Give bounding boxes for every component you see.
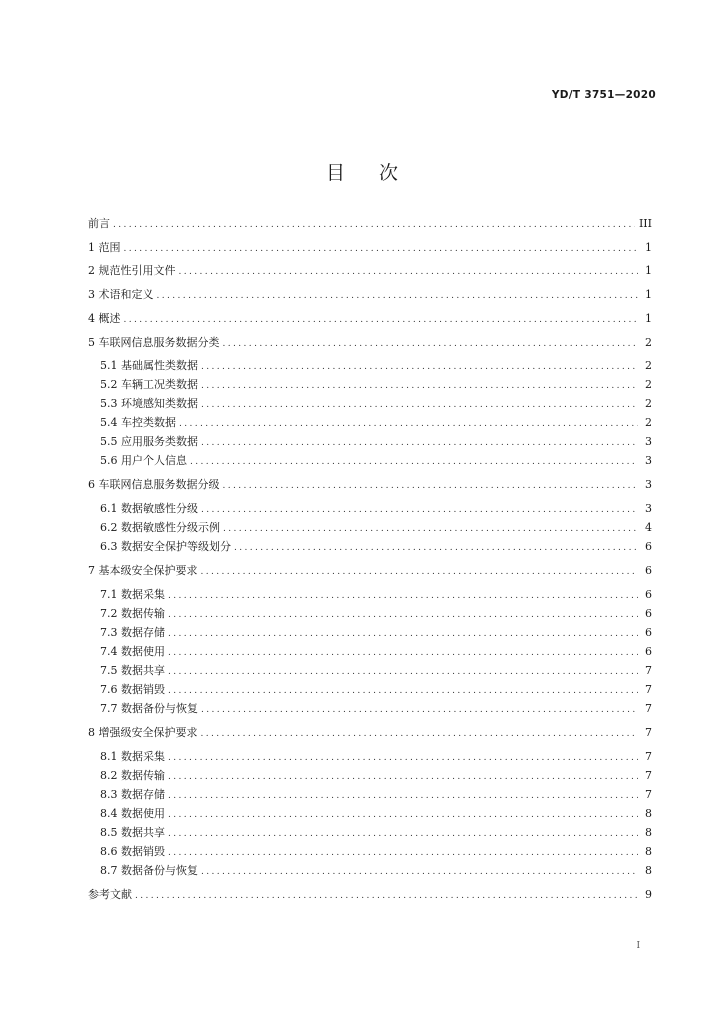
toc-entry-label: 2 规范性引用文件 bbox=[88, 264, 176, 277]
dot-leader bbox=[201, 436, 638, 450]
toc-entry[interactable] bbox=[100, 434, 652, 450]
dot-leader bbox=[201, 565, 639, 579]
toc-entry-page: 7 bbox=[645, 788, 652, 801]
toc-entry[interactable] bbox=[100, 863, 652, 879]
toc-entry-page: 3 bbox=[645, 478, 652, 491]
dot-leader bbox=[201, 398, 638, 412]
toc-entry[interactable] bbox=[100, 501, 652, 517]
toc-entry-label: 8.1 数据采集 bbox=[100, 750, 165, 763]
toc-entry-label: 8.4 数据使用 bbox=[100, 807, 165, 820]
dot-leader bbox=[168, 789, 638, 803]
toc-entry-label: 5.4 车控类数据 bbox=[100, 416, 176, 429]
toc-entry[interactable] bbox=[100, 625, 652, 641]
toc-entry-label: 7 基本级安全保护要求 bbox=[88, 564, 198, 577]
toc-entry[interactable] bbox=[88, 216, 652, 232]
dot-leader bbox=[168, 770, 638, 784]
toc-entry[interactable] bbox=[100, 806, 652, 822]
dot-leader bbox=[201, 727, 639, 741]
dot-leader bbox=[201, 379, 638, 393]
toc-entry-page: 9 bbox=[645, 888, 652, 901]
toc-entry[interactable] bbox=[100, 396, 652, 412]
toc-entry[interactable] bbox=[100, 663, 652, 679]
toc-entry[interactable] bbox=[88, 725, 652, 741]
toc-entry[interactable] bbox=[88, 311, 652, 327]
toc-entry-label: 6 车联网信息服务数据分级 bbox=[88, 478, 220, 491]
toc-entry-page: 8 bbox=[645, 845, 652, 858]
toc-entry-label: 参考文献 bbox=[88, 888, 132, 901]
toc-entry-page: III bbox=[638, 217, 652, 230]
dot-leader bbox=[168, 751, 638, 765]
toc-entry[interactable] bbox=[88, 477, 652, 493]
page-folio: I bbox=[636, 941, 640, 951]
toc-entry[interactable] bbox=[100, 844, 652, 860]
toc-entry-label: 3 术语和定义 bbox=[88, 288, 154, 301]
dot-leader bbox=[223, 522, 638, 536]
dot-leader bbox=[168, 608, 638, 622]
toc-entry-page: 3 bbox=[645, 454, 652, 467]
toc-entry[interactable] bbox=[100, 701, 652, 717]
toc-entry-label: 8.5 数据共享 bbox=[100, 826, 165, 839]
dot-leader bbox=[168, 627, 638, 641]
toc-entry-page: 6 bbox=[645, 588, 652, 601]
toc-entry[interactable] bbox=[100, 787, 652, 803]
toc-entry-page: 6 bbox=[645, 540, 652, 553]
toc-entry-page: 6 bbox=[645, 564, 652, 577]
toc-entry-page: 8 bbox=[645, 864, 652, 877]
dot-leader bbox=[234, 541, 638, 555]
toc-entry-page: 7 bbox=[645, 664, 652, 677]
toc-entry-page: 2 bbox=[645, 359, 652, 372]
dot-leader bbox=[201, 865, 638, 879]
toc-entry-label: 5.2 车辆工况类数据 bbox=[100, 378, 198, 391]
toc-entry-page: 4 bbox=[645, 521, 652, 534]
toc-entry-page: 7 bbox=[645, 750, 652, 763]
toc-entry-label: 6.2 数据敏感性分级示例 bbox=[100, 521, 220, 534]
dot-leader bbox=[168, 589, 638, 603]
toc-entry-label: 8.3 数据存储 bbox=[100, 788, 165, 801]
toc-entry-label: 前言 bbox=[88, 217, 110, 230]
toc-entry[interactable] bbox=[100, 825, 652, 841]
toc-entry-page: 6 bbox=[645, 626, 652, 639]
toc-entry[interactable] bbox=[88, 263, 652, 279]
toc-entry-page: 2 bbox=[645, 378, 652, 391]
dot-leader bbox=[179, 417, 638, 431]
dot-leader bbox=[168, 846, 638, 860]
dot-leader bbox=[168, 808, 638, 822]
dot-leader bbox=[157, 289, 639, 303]
toc-entry[interactable] bbox=[100, 520, 652, 536]
toc-entry-label: 7.3 数据存储 bbox=[100, 626, 165, 639]
toc-entry-page: 7 bbox=[645, 683, 652, 696]
toc-entry[interactable] bbox=[100, 644, 652, 660]
toc-entry-page: 8 bbox=[645, 826, 652, 839]
toc-entry-page: 7 bbox=[645, 769, 652, 782]
toc-entry-page: 8 bbox=[645, 807, 652, 820]
toc-entry-page: 7 bbox=[645, 726, 652, 739]
dot-leader bbox=[201, 703, 638, 717]
toc-entry-label: 8.2 数据传输 bbox=[100, 769, 165, 782]
toc-entry-page: 3 bbox=[645, 435, 652, 448]
toc-entry-page: 1 bbox=[645, 264, 652, 277]
toc-entry[interactable] bbox=[100, 539, 652, 555]
toc-entry-label: 4 概述 bbox=[88, 312, 121, 325]
document-code: YD/T 3751—2020 bbox=[551, 89, 656, 101]
toc-entry[interactable] bbox=[88, 240, 652, 256]
toc-entry-label: 7.4 数据使用 bbox=[100, 645, 165, 658]
toc-entry-page: 3 bbox=[645, 502, 652, 515]
toc-entry[interactable] bbox=[100, 377, 652, 393]
toc-entry-label: 5.6 用户个人信息 bbox=[100, 454, 187, 467]
toc-entry-label: 7.5 数据共享 bbox=[100, 664, 165, 677]
dot-leader bbox=[168, 665, 638, 679]
toc-entry[interactable] bbox=[100, 749, 652, 765]
dot-leader bbox=[223, 337, 639, 351]
toc-entry-label: 6.3 数据安全保护等级划分 bbox=[100, 540, 231, 553]
toc-entry-page: 2 bbox=[645, 397, 652, 410]
toc-entry[interactable] bbox=[88, 287, 652, 303]
toc-entry-label: 8.7 数据备份与恢复 bbox=[100, 864, 198, 877]
dot-leader bbox=[201, 360, 638, 374]
toc-entry-page: 1 bbox=[645, 288, 652, 301]
toc-entry-page: 1 bbox=[645, 241, 652, 254]
toc-entry[interactable] bbox=[88, 887, 652, 903]
toc-entry-label: 6.1 数据敏感性分级 bbox=[100, 502, 198, 515]
dot-leader bbox=[201, 503, 638, 517]
toc-entry[interactable] bbox=[100, 587, 652, 603]
dot-leader bbox=[223, 479, 639, 493]
dot-leader bbox=[113, 218, 635, 232]
dot-leader bbox=[168, 646, 638, 660]
toc-entry-label: 8 增强级安全保护要求 bbox=[88, 726, 198, 739]
toc-entry-label: 5.3 环境感知类数据 bbox=[100, 397, 198, 410]
toc-entry-label: 8.6 数据销毁 bbox=[100, 845, 165, 858]
toc-entry-page: 2 bbox=[645, 336, 652, 349]
toc-entry-page: 6 bbox=[645, 607, 652, 620]
toc-entry-label: 5.1 基础属性类数据 bbox=[100, 359, 198, 372]
toc-entry[interactable] bbox=[100, 453, 652, 469]
page-title: 目 次 bbox=[325, 162, 413, 184]
dot-leader bbox=[124, 242, 639, 256]
dot-leader bbox=[168, 827, 638, 841]
toc-entry[interactable] bbox=[88, 335, 652, 351]
toc-entry-label: 5.5 应用服务类数据 bbox=[100, 435, 198, 448]
toc-entry-label: 7.7 数据备份与恢复 bbox=[100, 702, 198, 715]
toc-entry[interactable] bbox=[100, 682, 652, 698]
dot-leader bbox=[168, 684, 638, 698]
toc-entry-page: 2 bbox=[645, 416, 652, 429]
toc-entry-page: 6 bbox=[645, 645, 652, 658]
toc-entry[interactable] bbox=[100, 606, 652, 622]
toc-entry-label: 7.1 数据采集 bbox=[100, 588, 165, 601]
dot-leader bbox=[124, 313, 639, 327]
toc-entry[interactable] bbox=[100, 358, 652, 374]
toc-entry-page: 1 bbox=[645, 312, 652, 325]
toc-entry-label: 7.2 数据传输 bbox=[100, 607, 165, 620]
toc-entry-page: 7 bbox=[645, 702, 652, 715]
dot-leader bbox=[190, 455, 638, 469]
dot-leader bbox=[179, 265, 639, 279]
toc-entry-label: 7.6 数据销毁 bbox=[100, 683, 165, 696]
toc-entry[interactable] bbox=[88, 563, 652, 579]
toc-entry[interactable] bbox=[100, 415, 652, 431]
toc-entry-label: 5 车联网信息服务数据分类 bbox=[88, 336, 220, 349]
toc-entry[interactable] bbox=[100, 768, 652, 784]
toc-entry-label: 1 范围 bbox=[88, 241, 121, 254]
dot-leader bbox=[135, 889, 638, 903]
